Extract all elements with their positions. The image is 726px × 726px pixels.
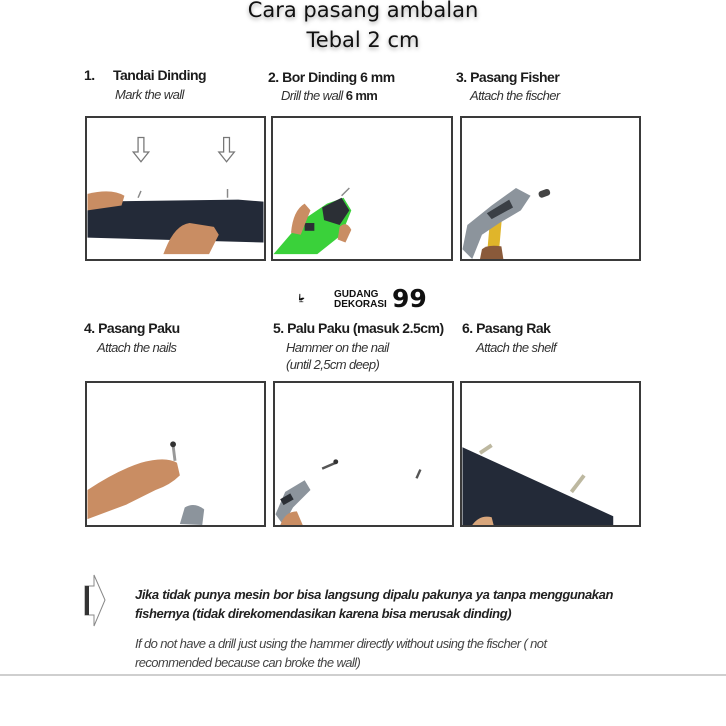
- step-1-image: [85, 116, 266, 261]
- step-6-subtitle: Attach the shelf: [476, 340, 557, 355]
- note-english: If do not have a drill just using the hammer directly without using the fischer ( not recommended because can broke the wall): [135, 636, 547, 670]
- step-5-title: 5. Palu Paku (masuk 2.5cm): [273, 320, 444, 336]
- chair-icon: [298, 278, 328, 318]
- step-3-image: [460, 116, 641, 261]
- brand-logo-text: [334, 290, 387, 310]
- step-2-title: 2. Bor Dinding 6 mm: [268, 69, 395, 85]
- step-1-subtitle: Mark the wall: [115, 87, 184, 102]
- brand-line-1: GUDANG: [334, 289, 379, 300]
- hammer-fischer-illustration: [462, 118, 639, 259]
- step-3-title: 3. Pasang Fisher: [456, 69, 560, 85]
- drill-illustration: [273, 118, 451, 259]
- step-5-subtitle-2: (until 2,5cm deep): [286, 357, 380, 372]
- step-4-title: 4. Pasang Paku: [84, 320, 180, 336]
- shelf-on-nails-illustration: [462, 383, 639, 525]
- note-indonesian: Jika tidak punya mesin bor bisa langsung dipalu pakunya ya tanpa menggunakan fishernya (tidak direkomendasikan karena bisa merusak dinding): [135, 587, 613, 621]
- step-4-subtitle: Attach the nails: [97, 340, 177, 355]
- step-5-image: [273, 381, 454, 527]
- shelf-marking-illustration: [87, 118, 264, 259]
- title-line-1: Cara pasang ambalan: [247, 0, 479, 22]
- step-1-title: Tandai Dinding: [113, 67, 207, 83]
- step-5-subtitle: Hammer on the nail: [286, 340, 389, 355]
- step-2-subtitle: Drill the wall 6 mm: [281, 88, 378, 103]
- title-line-2: Tebal 2 cm: [306, 28, 420, 52]
- brand-line-2: DEKORASI: [334, 299, 387, 310]
- brand-number: 99: [392, 284, 427, 313]
- step-3-subtitle: Attach the fischer: [470, 88, 560, 103]
- step-4-image: [85, 381, 266, 527]
- hammer-nails-illustration: [275, 383, 452, 525]
- step-1-number: 1.: [84, 67, 95, 83]
- right-arrow-icon: [84, 573, 106, 628]
- step-6-image: [460, 381, 641, 527]
- divider: [0, 674, 726, 676]
- step-6-title: 6. Pasang Rak: [462, 320, 551, 336]
- down-arrow-icon: [133, 137, 234, 161]
- step-2-image: [271, 116, 453, 261]
- nail-hand-illustration: [87, 383, 264, 525]
